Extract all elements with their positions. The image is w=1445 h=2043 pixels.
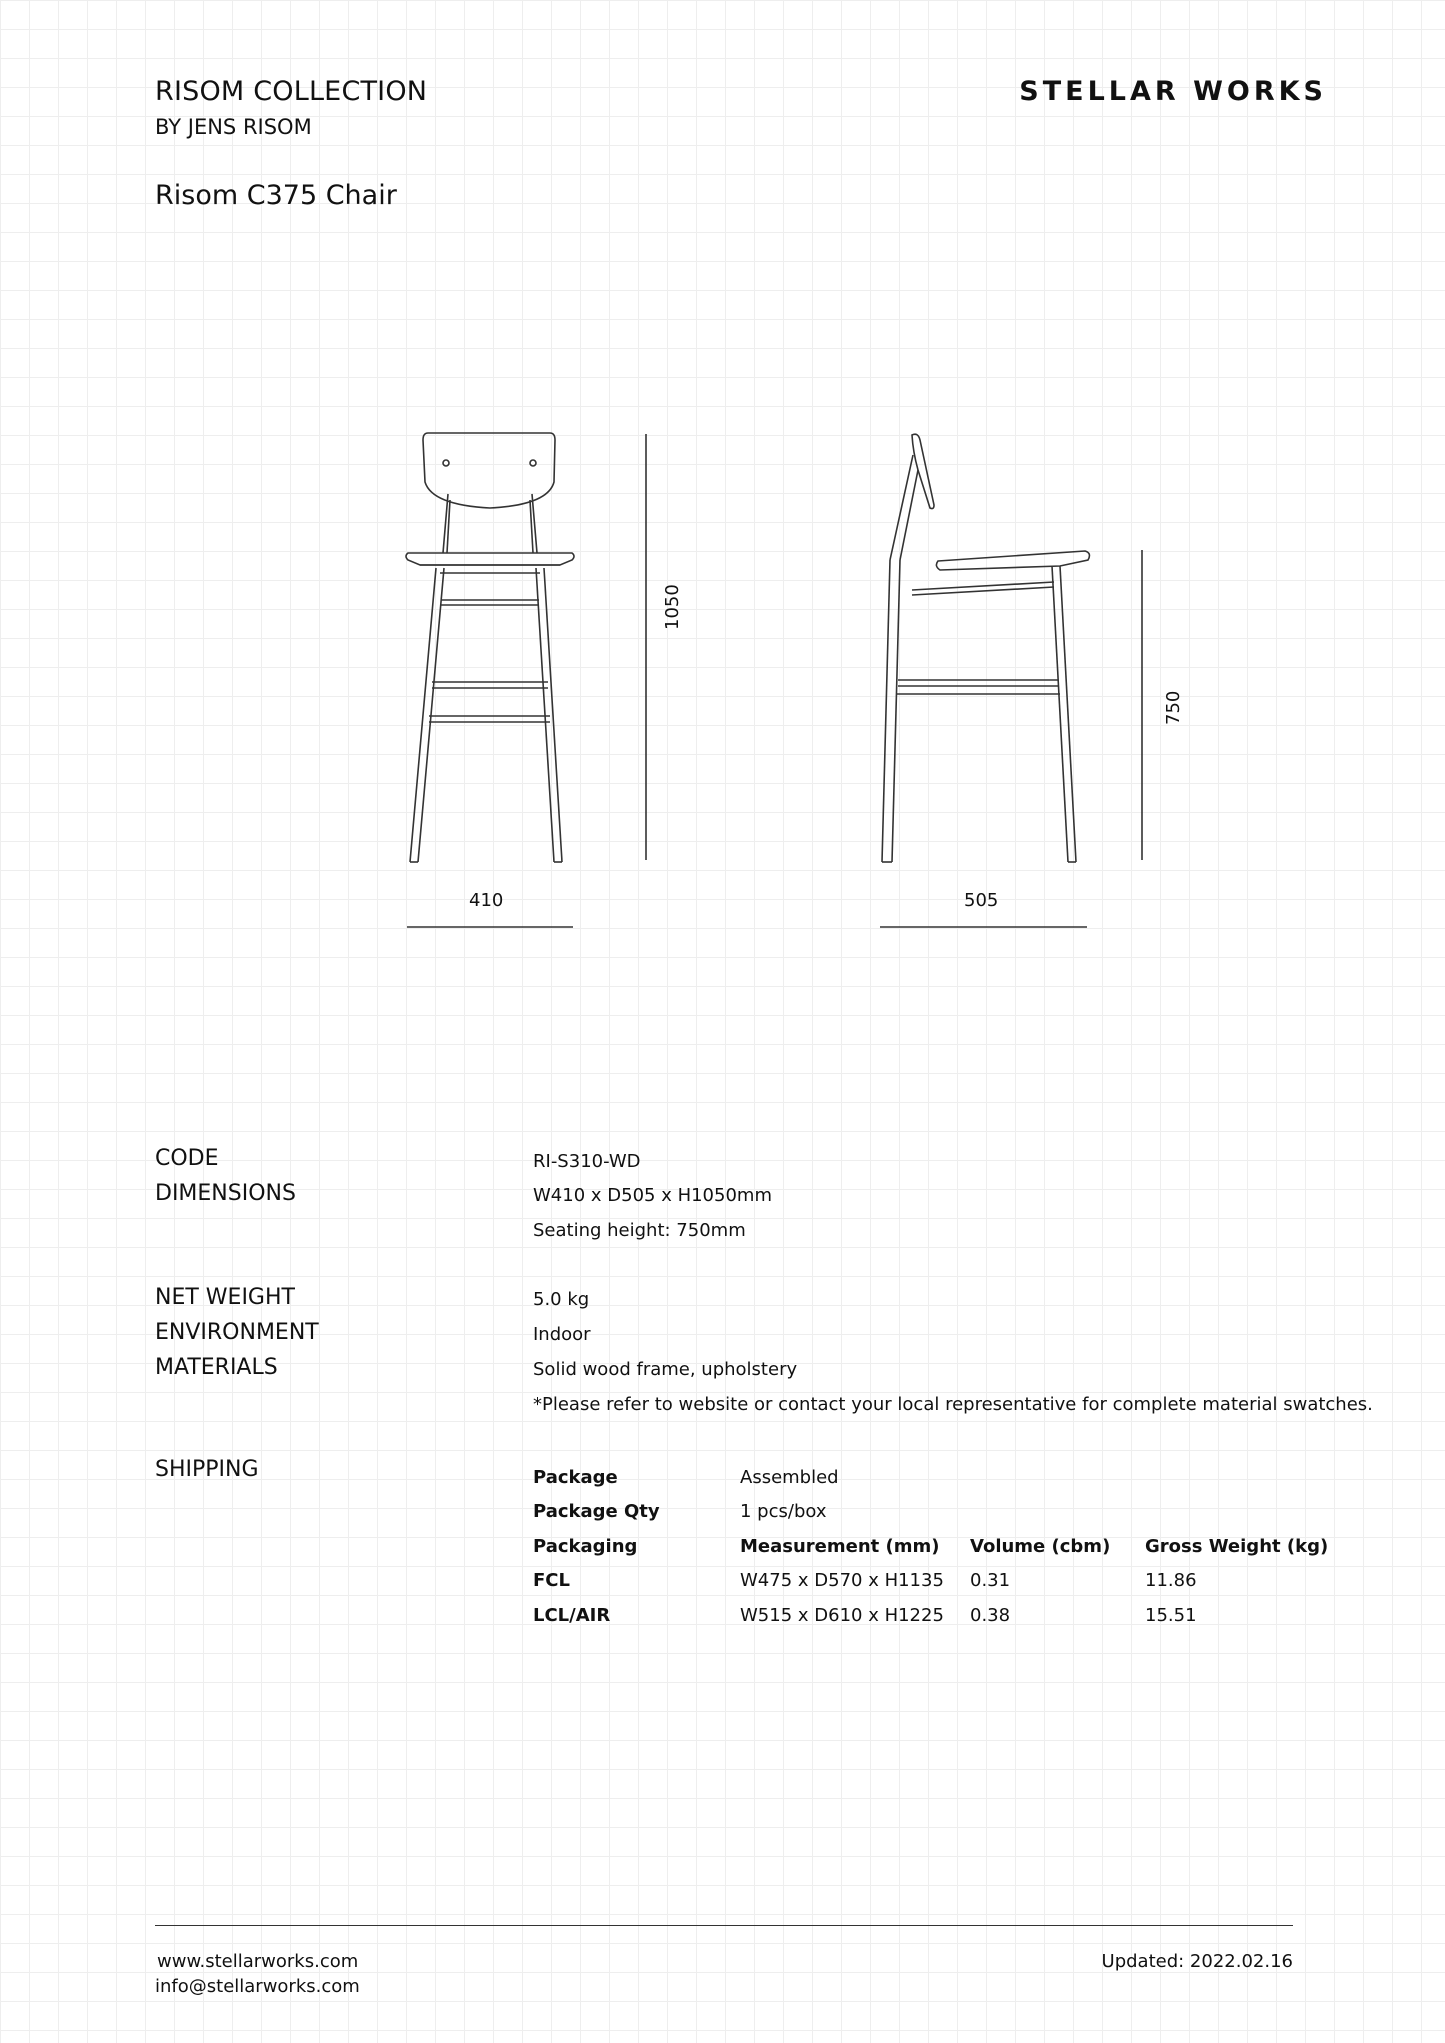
- shipping-table: [533, 1460, 1328, 1633]
- net-weight-value: 5.0 kg: [533, 1289, 590, 1310]
- table-cell: 11.86: [1145, 1570, 1197, 1592]
- dimensions-label: DIMENSIONS: [155, 1181, 296, 1206]
- side-seat-height-label: 750: [1163, 690, 1184, 725]
- table-row: [533, 1564, 1328, 1599]
- side-view-chair: [882, 434, 1089, 862]
- technical-drawing: [0, 0, 1445, 1000]
- materials-note: *Please refer to website or contact your local representative for complete material swatches.: [533, 1394, 1373, 1415]
- column-header: Measurement (mm): [740, 1535, 940, 1557]
- code-value: RI-S310-WD: [533, 1151, 641, 1172]
- environment-value: Indoor: [533, 1324, 591, 1345]
- table-cell: 15.51: [1145, 1604, 1197, 1626]
- updated-date: Updated: 2022.02.16: [1101, 1951, 1293, 1972]
- package-qty-value: 1 pcs/box: [740, 1501, 827, 1523]
- column-header: Gross Weight (kg): [1145, 1535, 1329, 1557]
- shipping-label: SHIPPING: [155, 1457, 259, 1482]
- table-cell: W515 x D610 x H1225: [740, 1604, 944, 1626]
- package-label: Package: [533, 1466, 618, 1488]
- website-link[interactable]: www.stellarworks.com: [157, 1951, 359, 1972]
- seating-height-value: Seating height: 750mm: [533, 1220, 746, 1241]
- brand-logo: STELLAR WORKS: [1019, 76, 1327, 107]
- package-qty-row: [533, 1495, 1328, 1530]
- side-depth-label: 505: [964, 890, 999, 911]
- package-value: Assembled: [740, 1466, 839, 1488]
- materials-label: MATERIALS: [155, 1355, 278, 1380]
- table-cell: W475 x D570 x H1135: [740, 1570, 944, 1592]
- table-header-row: [533, 1529, 1328, 1564]
- dimensions-value: W410 x D505 x H1050mm: [533, 1185, 772, 1206]
- footer-divider: [155, 1925, 1293, 1926]
- materials-value: Solid wood frame, upholstery: [533, 1359, 798, 1380]
- table-cell: 0.31: [970, 1570, 1011, 1592]
- package-row: [533, 1460, 1328, 1495]
- code-label: CODE: [155, 1146, 219, 1171]
- table-cell: 0.38: [970, 1604, 1011, 1626]
- collection-title: RISOM COLLECTION: [155, 76, 428, 107]
- table-row: [533, 1598, 1328, 1633]
- front-width-label: 410: [469, 890, 504, 911]
- net-weight-label: NET WEIGHT: [155, 1285, 295, 1310]
- package-qty-label: Package Qty: [533, 1501, 660, 1523]
- front-height-label: 1050: [662, 584, 683, 630]
- product-name: Risom C375 Chair: [155, 180, 397, 211]
- front-view-chair: [406, 433, 574, 862]
- environment-label: ENVIRONMENT: [155, 1320, 319, 1345]
- table-cell: LCL/AIR: [533, 1604, 611, 1626]
- table-cell: FCL: [533, 1570, 570, 1592]
- email-link[interactable]: info@stellarworks.com: [155, 1976, 360, 1997]
- column-header: Volume (cbm): [970, 1535, 1111, 1557]
- designer-subtitle: BY JENS RISOM: [155, 115, 312, 139]
- column-header: Packaging: [533, 1535, 638, 1557]
